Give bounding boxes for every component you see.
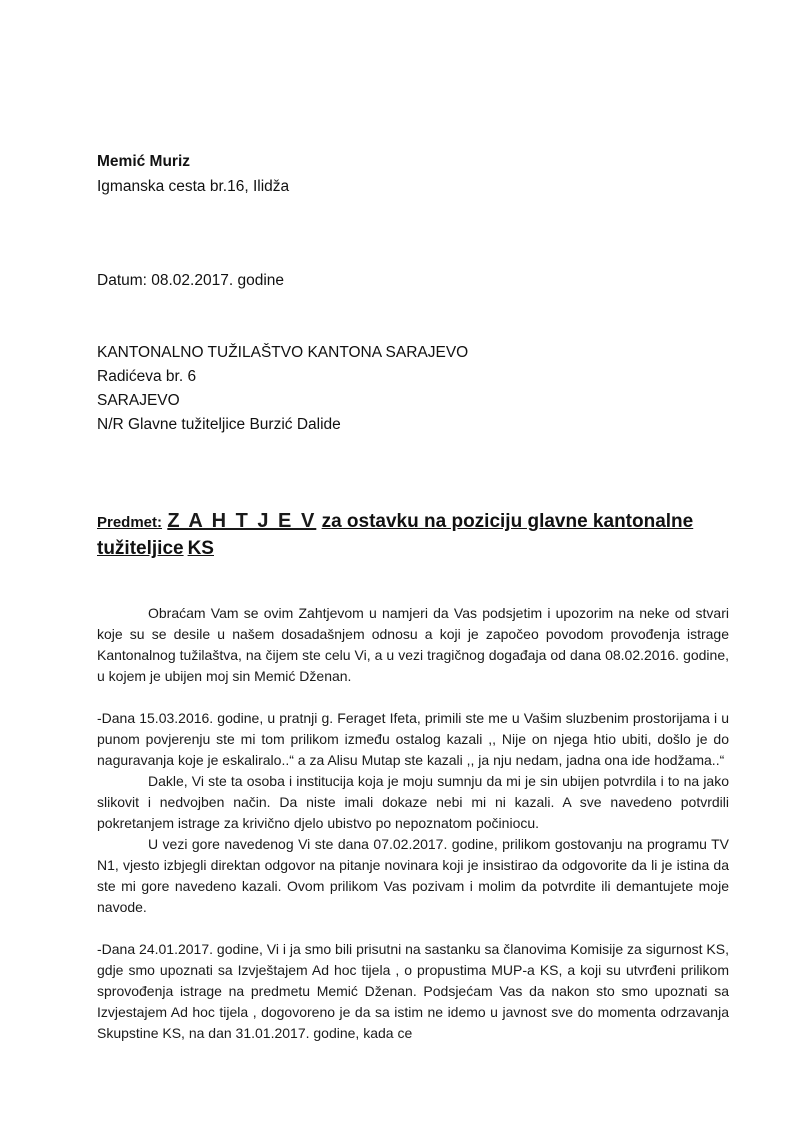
- sender-name: Memić Muriz: [97, 153, 191, 170]
- subject-label: Predmet:: [97, 514, 163, 531]
- recipient-street: Radićeva br. 6: [97, 368, 197, 385]
- body-paragraph: Dakle, Vi ste ta osoba i institucija koja je moju sumnju da mi je sin ubijen potvrdila i to na jako slikovit i nedvojben način. Da niste imali dokaze nebi mi ni kazali. A sve navedeno potvrdili pokretanjem istrage za krivično djelo ubistvo po nepoznatom počiniocu.: [97, 773, 729, 831]
- paragraph-gap: [97, 687, 729, 708]
- letter-body: [97, 603, 729, 1044]
- sender-address: Igmanska cesta br.16, Ilidža: [97, 178, 290, 195]
- subject-line: [97, 508, 707, 562]
- body-paragraph: Obraćam Vam se ovim Zahtjevom u namjeri da Vas podsjetim i upozorim na neke od stvari koje su se desile u našem dosadašnjem odnosu a koji je započeo povodom provođenja istrage Kantonalnog tužilaštva, na čijem ste celu Vi, a u vezi tragičnog događaja od dana 08.02.2016. godine, u kojem je ubijen moj sin Memić Dženan.: [97, 605, 729, 684]
- recipient-attention: N/R Glavne tužiteljice Burzić Dalide: [97, 416, 341, 433]
- body-paragraph: -Dana 15.03.2016. godine, u pratnji g. Feraget Ifeta, primili ste me u Vašim sluzbenim prostorijama i u punom povjerenju ste mi tom prilikom između ostalog kazali ,, Nije on njega htio ubiti, došlo je do naguravanja koje je eskaliralo..“ a za Alisu Mutap ste kazali ,, ja nju nedam, jadna ona ide hodžama..“: [97, 710, 729, 768]
- body-paragraph: -Dana 24.01.2017. godine, Vi i ja smo bili prisutni na sastanku sa članovima Komisije za sigurnost KS, gdje smo upoznati sa Izvještajem Ad hoc tijela , o propustima MUP-a KS, a koji su utvrđeni prilikom sprovođenja istrage na predmetu Memić Dženan. Podsjećam Vas da nakon sto smo upoznati sa Izvjestajem Ad hoc tijela , dogovoreno je da sa istim ne idemo u javnost sve do momenta odrzavanja Skupstine KS, na dan 31.01.2017. godine, kada ce: [97, 941, 729, 1041]
- recipient-institution: KANTONALNO TUŽILAŠTVO KANTONA SARAJEVO: [97, 344, 469, 361]
- body-paragraph: U vezi gore navedenog Vi ste dana 07.02.2017. godine, prilikom gostovanju na programu TV N1, vjesto izbjegli direktan odgovor na pitanje novinara koji je insistirao da odgovorite da li je istina da ste mi gore navedeno kazali. Ovom prilikom Vas pozivam i molim da potvrdite ili demantujete moje navode.: [97, 836, 729, 915]
- subject-keyword: Z A H T J E V: [167, 510, 317, 532]
- letter-date: Datum: 08.02.2017. godine: [97, 272, 284, 289]
- subject-suffix: KS: [187, 538, 214, 559]
- recipient-city: SARAJEVO: [97, 392, 180, 409]
- subject-text: za ostavku na poziciju glavne kantonalne tužiteljice: [97, 511, 694, 559]
- paragraph-gap: [97, 918, 729, 939]
